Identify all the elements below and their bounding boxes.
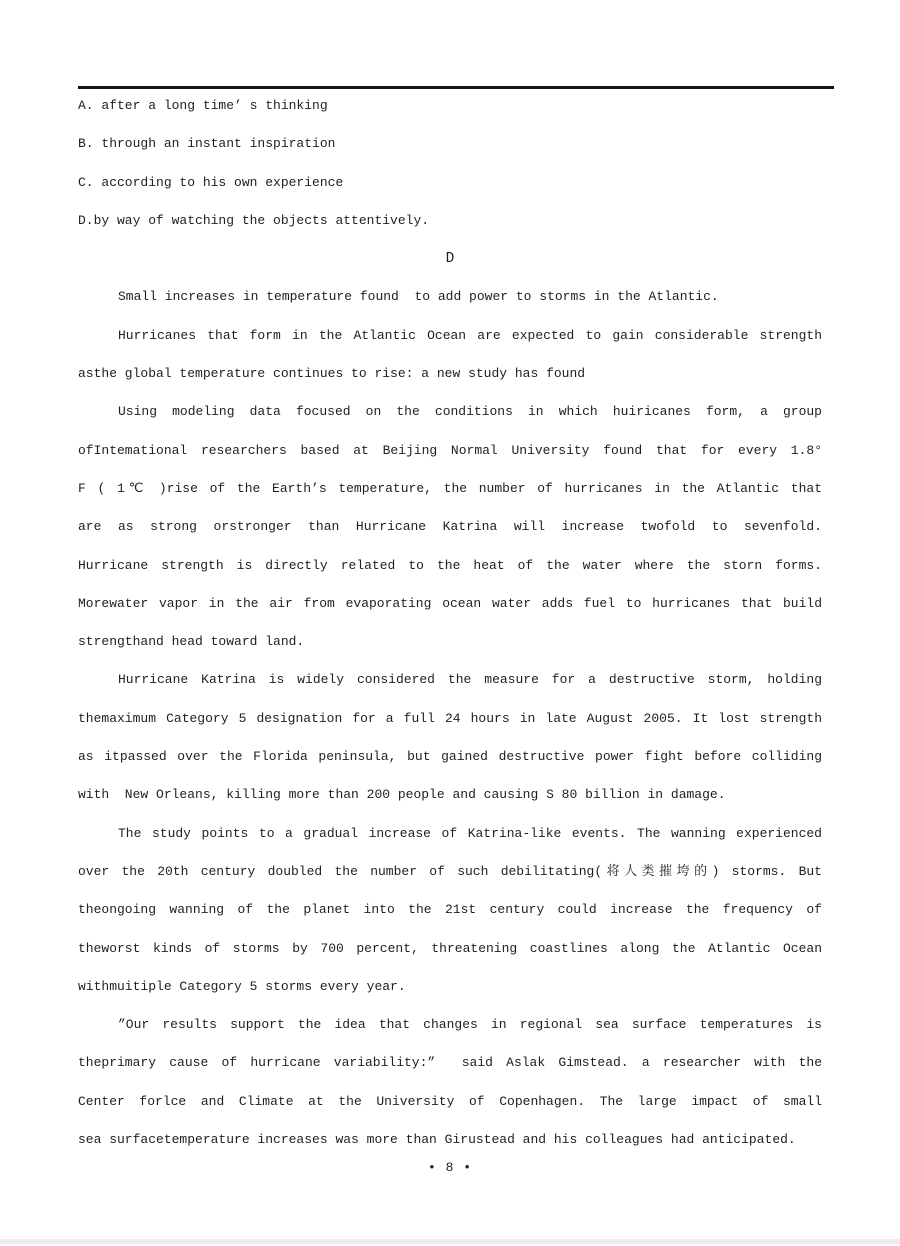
option-a: A. after a long time’ s thinking [78,98,328,113]
passage-line: theprimary cause of hurricane variability:” said Aslak Gimstead. a researcher with the [78,1055,822,1071]
section-heading: D [445,251,455,268]
passage-line: Using modeling data focused on the conditions in which huiricanes form, a group [118,404,822,420]
option-c: C. according to his own experience [78,174,344,190]
passage [78,278,822,1159]
passage-line: asthe global temperature continues to rise: a new study has found [78,366,586,382]
answer-options [78,87,822,240]
passage-line: strengthand head toward land. [78,634,305,650]
passage-line: Hurricane strength is directly related to the heat of the water where the storn forms. [78,557,822,573]
passage-line: Small increases in temperature found to add power to storms in the Atlantic. [118,289,719,305]
passage-line: F ( 1℃ )rise of the Earth’s temperature, the number of hurricanes in the Atlantic that [78,480,822,496]
passage-line: Hurricanes that form in the Atlantic Ocean are expected to gain considerable strength [118,327,822,343]
page-number: • 8 • [427,1160,472,1175]
bottom-divider [0,1239,900,1244]
passage-line: as itpassed over the Florida peninsula, but gained destructive power fight before colliding [78,749,822,765]
option-b: B. through an instant inspiration [78,136,336,152]
passage-line: themaximum Category 5 designation for a full 24 hours in late August 2005. It lost strength [78,710,822,726]
passage-line: Hurricane Katrina is widely considered the measure for a destructive storm, holding [118,672,822,688]
passage-line: ofIntemational researchers based at Beijing Normal University found that for every 1.8° [78,442,822,458]
passage-line: ”Our results support the idea that changes in regional sea surface temperatures is [118,1017,822,1033]
passage-line: are as strong orstronger than Hurricane Katrina will increase twofold to sevenfold. [78,519,822,535]
passage-line: The study points to a gradual increase of Katrina-like events. The wanning experienced [118,825,822,841]
passage-line: sea surfacetemperature increases was more than Girustead and his colleagues had anticipated. [78,1132,796,1148]
passage-line: Morewater vapor in the air from evaporating ocean water adds fuel to hurricanes that build [78,595,822,611]
page-content [78,87,822,1159]
passage-line: withmuitiple Category 5 storms every year. [78,978,406,994]
passage-line: Center forlce and Climate at the University of Copenhagen. The large impact of small [78,1093,822,1109]
passage-line: over the 20th century doubled the number of such debilitating(将人类摧垮的) storms. But [78,863,822,879]
passage-line: theongoing wanning of the planet into the 21st century could increase the frequency of [78,902,822,918]
passage-line: with New Orleans, killing more than 200 people and causing S 80 billion in damage. [78,787,726,803]
option-d: D.by way of watching the objects attentively. [78,212,430,228]
passage-line: theworst kinds of storms by 700 percent, threatening coastlines along the Atlantic Ocean [78,940,822,956]
